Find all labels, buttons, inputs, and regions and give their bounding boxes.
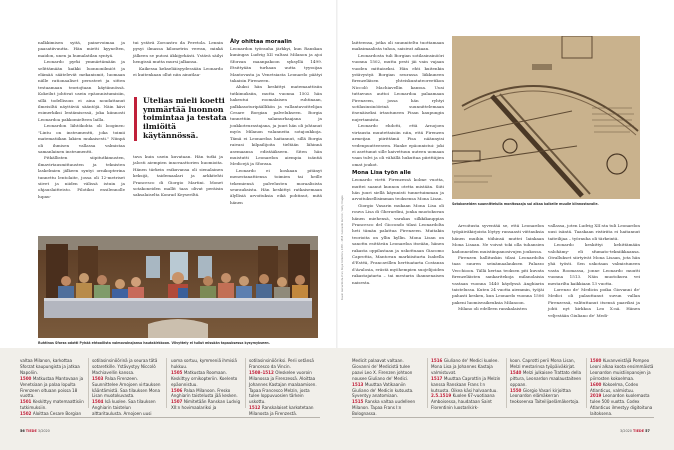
folio-right (620, 429, 650, 433)
timeline-entry (92, 399, 162, 417)
timeline-column (171, 358, 241, 411)
timeline-entry (352, 399, 422, 417)
timeline-year: 1508–1512 (249, 369, 276, 375)
timeline-entry (171, 358, 241, 370)
paragraph: tui ystävä Zoroastro da Peretola. Lennin pysyi ilmassa kilometrin verran, minkä jälkeen se putosi äkkijyrkästi. Ystävä säilyi hengissä mutta mursi jalkansa. (133, 40, 223, 65)
timeline-divider (586, 358, 587, 408)
issue-number: 3/2020 (620, 429, 632, 433)
timeline-text: Kokoelma, Codex Atlanticus, valmistuu. (590, 381, 639, 393)
timeline-text: Isä kuolee. Saa tilauksen Anghiarin taistelun alttaritaulusta. Arnojoen uusi (92, 399, 156, 417)
timeline-entry (171, 388, 241, 400)
timeline-year: 1503 (92, 375, 105, 381)
timeline-text: sotilasinsinöörinä ja seuraa tätä sotaretkille. Ystävystyy Niccolò Machiavellin kanssa. (92, 358, 158, 375)
paragraph: nalkkimisen syitä, painevoimaa ja paasatiivuutta. Hän mietti kyynelten, maidon, unen ja humalatilan syntyä. (38, 40, 125, 58)
timeline-year: 1550 (510, 387, 523, 393)
timeline-text: Matkustaa Roomaan. Keskittyy ornikopteriin. Koelento epäonnistuu. (171, 369, 238, 387)
timeline-year: 1512 (249, 405, 262, 411)
timeline-column (92, 358, 162, 417)
timeline-year: 1505 (171, 369, 184, 375)
right-column-2 (452, 223, 544, 313)
timeline-divider (427, 358, 428, 408)
timeline-text: Kuolee 67-vuotiaana Amboisessa, haudataan Saint Florentinin luostarikirk- (431, 393, 495, 411)
timeline-text: Palaa Milanoon. Fresko Anghiarin taistelusta jää kesken. (171, 387, 238, 399)
timeline-text: Giuliano de' Medici kuolee. Mona Lisa ja Johannes Kastaja valmistuvat. (431, 358, 499, 375)
timeline-divider (506, 358, 507, 408)
timeline-text: Muuttaa Vatikaaniin Giuliano de' Medicin kutsusta. Syventyy anatomiaan. (352, 381, 414, 399)
timeline-text: Palaa Firenzeen. Suunnittelee Arnojoen virtauksen kääntämistä. Saa tilauksen Mona Lisan muotokuvasta. (92, 375, 161, 399)
timeline-entry (510, 358, 582, 370)
timeline-text: uoma sortuu, kymmeniä ihmisiä hukkuu. (171, 358, 237, 369)
timeline-year: 1502 (20, 411, 33, 417)
paragraph: Arvoitusta syventää se, että Leonardon työpäiväkirjoista löytyy runsaasti viittauksia hänen muihin töihinsä muttei lainkaan Mona Lisaan. Ne voivat toki olla tuhansien kadonneiden muistiinpanosivujen joukossa. (452, 223, 544, 254)
timeline-year: 1504 (92, 399, 105, 405)
left-column-2-continued (133, 154, 223, 199)
paragraph: laitteensa, jotka oli suunniteltu tuottamaan maksimaalista tuhoa, saisivat aikaan. (352, 40, 444, 52)
timeline-column (352, 358, 422, 417)
timeline-band (0, 348, 674, 450)
magazine-name: TIEDE (633, 429, 645, 433)
timeline-year: 1501 (20, 399, 33, 405)
timeline-year: 1506 (171, 387, 184, 393)
timeline-text: Muuttaa Caprottin ja Melzin kanssa Ranskaan Frans I:n kutsusta. Oikea käsi halvaantuu. (431, 375, 501, 393)
paragraph: Giorgio Vasarin mukaan Mona Lisa oli rouva Lisa di Gherardini, jonka muotokuvan hänen miehensä, varakas silkkikauppias Francesco del Giocondo tilasi Leonardolta heti tämän palattua Firenzeen. Muitakin teorioita on yllin kyllin. Mona Lisan on sanottu esittävän Leonardoa itseään, hänen rakasta oppilastaan ja uskottuaan Giacomo Caprottia, Mantovan markiisitarta Isabella d'Estéä, Francavillen herttuatarta Costanza d'Avalosia, erästä myöhempien suojelijoiden rakastajatarta – tai mestarin ihannenaisen naisesta. (352, 202, 444, 285)
paragraph: vallassa, joten Ludvig XII:sta tuli Leonardon uusi isäntä. Taaskaan ristiriita ei haitannut taiteilijaa – työrauha oli tärkeintä. (548, 223, 640, 241)
paragraph: Leonardo ehdotti, että Arnojoen virtausta muutettaisiin niin, että Firenzen armeijan piirittämä Pisa näännyisi vedenpuutteeseen. Hanke epäonnistui: joki ei asettunut sille kaivettuun uuteen uomaan vaan tulvi ja oli vähällä hukuttaa piirittäjien omat joukot. (352, 123, 444, 167)
timeline-text: Ranskalaiset karkotetaan Milanosta ja Firenzestä. (249, 405, 314, 417)
timeline-bottom-rule (20, 417, 320, 418)
image-caption: Ruhtinas Sforza odotti Pyhää ehtoollista vaimovainajansa hautakirkkoon. Viivyttely ei tullut missään tapauksessa kysymykseen. (38, 341, 270, 345)
paragraph: Leonardon lähtökohta oli looginen: "Lintu on instrumentti, joka toimii matematiikan lakien mukaisesti." Niinpä oli ihmisen vallassa valmistaa samanlainen instrumentti. (38, 123, 125, 154)
timeline-entry (249, 370, 321, 405)
timeline-year: 1515 (352, 399, 365, 405)
timeline-text: Nimitetään Ranskan Ludvig XII:n hovimaalariksi ja (171, 399, 241, 411)
timeline-text: Oleskelee vuoroin Milanossa ja Firenzessä. Aloittaa Johannes Kastajan maalaamisen. Tapaa Francesco Melzin, josta tulee loppuvuosien tärkein uskottu. (249, 369, 317, 405)
timeline-entry (171, 399, 241, 411)
folio-left (20, 429, 50, 433)
timeline-entry (431, 393, 501, 411)
timeline-entry (431, 358, 501, 376)
timeline-text: Medicit palaavat valtaan. Giovanni de' Medicistä tulee paavi Leo X. Firenzen johtoon nousee Giuliano de' Medici. (352, 358, 413, 381)
timeline-entry (510, 388, 582, 406)
timeline-column (20, 358, 86, 417)
paragraph: tava kuin usein kuvataan. Hän tutki ja jalosti aiempien innovaattorien huomioita. Hänen tärkein esikuvansa oli sienalainen keksijä, taidemaalari ja arkkitehti Francesco di Giorgio Martini. Monet sotakoneiden mallit taas olivat peräisin saksalaiselta Konrad Keyseriltä. (133, 154, 223, 198)
paragraph: Kaikessa kekseliäisyydessään Leonardo ei kuitenkaan ollut niin ainutlaa- (133, 65, 223, 78)
timeline-year: 1500 (20, 375, 33, 381)
timeline-text: Melzi julkaisee Trattato della pittura, Leonardon maalaustaiteen oppaan. (510, 369, 582, 387)
timeline-text: Keskittyy matemaattisiin tutkimuksiin. (20, 399, 84, 411)
page-number: 56 (20, 429, 25, 433)
timeline-text: Leonardon kuolemasta tulee 500 vuotta. Codex Atlanticus ilmestyy digitoituna laitoksena. (590, 393, 653, 417)
timeline-divider (245, 358, 246, 408)
timeline-entry (20, 399, 86, 411)
paragraph: Firenzen hallituskin tilasi Leonardolta taas suuren seinämaalauksen Palazzo Vecchioon. Tällä kertaa teoksen piti kuvata firenzeläisten sankaritekoja milanolaisia vastaan vuonna 1440 käydyssä Anghiarin taistelussa. Kuten 24 vuotta aiemmin, työjäi pahasti kesken, kun Leonardo vuonna 1506 pakeni luomisvaikeuksia Milanoon. (452, 255, 544, 305)
left-column-2 (133, 40, 223, 78)
paragraph: Aluksi hän keskittyi matemaattisiin tutkimuksiin, mutta vuonna 1502 hän hakeutui roomalaisen ruhtinaan, palkkasoturipäällikön ja vallantavoittelijan Cesare Borgian palvelukseen. Borgia tunnettiin salamurhaajana ja joukkoteurastajana, ja juuri hän oli johtanut myös Milanon valanneita sotajoukkoja. Tämä ei Leonardoa haitannut, sillä Borgia raivasi kilpailijoita tieltään lähinnä asemaansa edistääkseen. Siten hän muistutti Leonardon aiempia isäntiä Medicejä ja Sforzaa. (230, 84, 322, 167)
paragraph: Pitkällisten siipitutkimusten, ilmavirtausmittausten ja teknisten laskelmien jälkeen syntyi ornikopterina tunnettu lentolaite, jossa oli 12-metriset siivet ja niiden välissä istuin ja ohjauslaitteisto. Pilotiksi ensilennolle lupau- (38, 155, 125, 199)
paragraph: Leonardo vietti Firenzessä kolme vuotta, muttei saanut kunnon otetta mistään. Siiti hän juuri siellä käynnisti tunnetuimman ja arvoituksellisimman teoksensa Mona Lisan. (352, 177, 444, 202)
timeline-year: 1600 (590, 381, 603, 387)
timeline-text: sotilasinsinööriksi. Perii setänsä Francesco da Vincin. (249, 358, 314, 369)
timeline-year: 2019 (590, 393, 603, 399)
last-supper-illustration (38, 236, 318, 338)
timeline-text: valtaa Milanon, karkottaa Sforzat kaupungista ja jatkaa Napoliin. (20, 358, 80, 375)
timeline-entry (171, 370, 241, 388)
timeline-text: Ranska valtaa uudelleen Milanon. Tapaa Frans I:n Bolognassa. (352, 399, 416, 417)
timeline-divider (166, 358, 167, 408)
timeline-bottom-rule (352, 417, 654, 418)
left-column-3 (230, 37, 322, 206)
left-column-1 (38, 40, 125, 200)
paragraph: Leonardo keskittyi kehittämään valohämy- eli sfumato-tekniikkaansa. Oivallukset siirtyivät Mona Lisaan, jota hän yhä työsti. Sen uskotaan valmistuneen vasta Roomassa, jonne Leonardo muutti vuonna 1513. Näin muotokuva vei mestarilta kaikkiaan 13 vuotta. (548, 242, 640, 286)
photo-credit: Kuvat: Leonardo da Vinci, Royal Collection, 1478 – 1518 / Leonardo da Vinci / Getty Images (341, 195, 344, 300)
timeline-column (249, 358, 321, 417)
timeline-year: 1517 (431, 375, 444, 381)
timeline-entry (92, 376, 162, 400)
timeline-divider (88, 358, 89, 408)
timeline-entry (352, 382, 422, 400)
right-column-3 (548, 223, 640, 319)
pull-quote: Utelias mieli koetti ymmärtää luonnon toimintaa ja testata ilmiöitä käytännössä. (134, 97, 230, 141)
timeline-text: Aloittaa Cesare Borgian (32, 411, 82, 417)
timeline-entry (92, 358, 162, 376)
timeline-text: Kuvanveistäjä Pompeo Leoni alkaa koota ensimmäistä Leonardon muistiinpanojen ja piirrosten kokoelmaa. (590, 358, 654, 381)
timeline-entry (249, 405, 321, 417)
timeline-text: koon. Caprotti perii Mona Lisan, Melzi mestarinsa työpäiväkirjat. (510, 358, 576, 369)
image-caption: Sotakoneiden suunnittelulla monitosaaja sai aikaa kaikelle muulle kiinnostavalle. (452, 202, 599, 206)
timeline-year: 1513 (352, 381, 365, 387)
timeline-entry (590, 393, 654, 417)
crossbow-drawing (452, 36, 640, 199)
timeline-entry (510, 370, 582, 388)
paragraph: Lorenzo de' Medicin poika Giovanni de' Medici oli palauttanut suvun vallan Firenzessä, valituttanut itsensä paaviksi ja johti nyt kirkkoa Leo X:nä. Hänen veljestään Giuliano de' Medi- (548, 287, 640, 318)
section-subhead: Äly ohittaa moraalin (230, 39, 292, 45)
page-number: 57 (645, 429, 650, 433)
paragraph: Milano oli edelleen ranskalaisten (458, 306, 527, 312)
timeline-year: 1580 (590, 358, 603, 363)
timeline-year: 1507 (171, 399, 184, 405)
magazine-name: TIEDE (25, 429, 37, 433)
giant-crossbow-sketch (452, 36, 640, 199)
timeline-column (510, 358, 582, 405)
timeline-entry (590, 358, 654, 382)
paragraph: Leonardosta tuli Borgian sotilasinsinööri vuonna 1502, mutta pesti jäi vain vajaan vuoden mittaiseksi. Hän ehti kuitenkin ystävystyä Borgian seurassa liikkuneen firenzeläisen yhteiskuntateoreetikon Niccolò Machiavellin kanssa. Uusi tuttavuus auttoi Leonardoa palaamaan Firenzeen, jossa hän ryhtyi sotilasinsinöörinä suunnittelemaan itsenäiseksi irtautuneen Pisan kaupungin nujertamista. (352, 52, 444, 122)
section-subhead: Mona Lisa työn alle (352, 170, 411, 177)
timeline-text: Matkustaa Mantovaan ja Venetsiaan ja palaa lopulta Firenzeen oltuaan poissa 18 vuotta. (20, 375, 84, 399)
timeline-year: 1516 (431, 358, 444, 363)
paragraph: Leonardon työrauha järkkyi, kun Ranskan kuningas Ludvig XII valtasi Milanon ja ajoi Sforzan maanpakoon syksyllä 1499. Etsittyään turhaan uutta tyyssijaa Mantovasta ja Venetsiasta Leonardo päätyi takaisin Firenzeen. (230, 46, 322, 84)
paragraph: Leonardo pyrki ymmärtämään ja selittämään kaikki luonnonilmiöt ja elämää säätelevät mekanismit, luomaan niille rationaaliset perusteet ja sitten testaamaan teoriojtaan käytännössä. Kokeilut johtivat usein epäonnistumisiin, sillä todellisuus ei aina noudattanut ilmeisiltä näyttäviä sääntöjä. Näin kävi esimerkiksi lentämisessä, joka kiinnosti Leonardoa pakkomielteen lailla. (38, 59, 125, 122)
last-supper-painting (38, 236, 318, 338)
paragraph: Leonardo ei koskaan pitänyt menestanattiensa toimien tai heille tekemiensä palvelusten moraalisista seurauksista. Hän keskittyi ratkaisemaan älyllisiä arvoituksia eikä pohtinut, mitä hänen (230, 167, 322, 205)
timeline-text: Giorgio Vasari kirjoittaa Leonardon elämäkerran teokseensa Taiteilijaelämäkertoja. (510, 387, 580, 405)
timeline-year: 1540 (510, 369, 523, 375)
timeline-column (431, 358, 501, 411)
timeline-entry (20, 376, 86, 400)
timeline-entry (431, 376, 501, 394)
timeline-column (590, 358, 654, 417)
timeline-entry (352, 358, 422, 382)
right-column-1 (352, 40, 444, 286)
issue-number: 3/2020 (37, 429, 50, 433)
timeline-entry (20, 358, 86, 376)
timeline-year: 2.5.1519 (431, 393, 453, 399)
timeline-entry (249, 358, 321, 370)
timeline-entry (590, 382, 654, 394)
